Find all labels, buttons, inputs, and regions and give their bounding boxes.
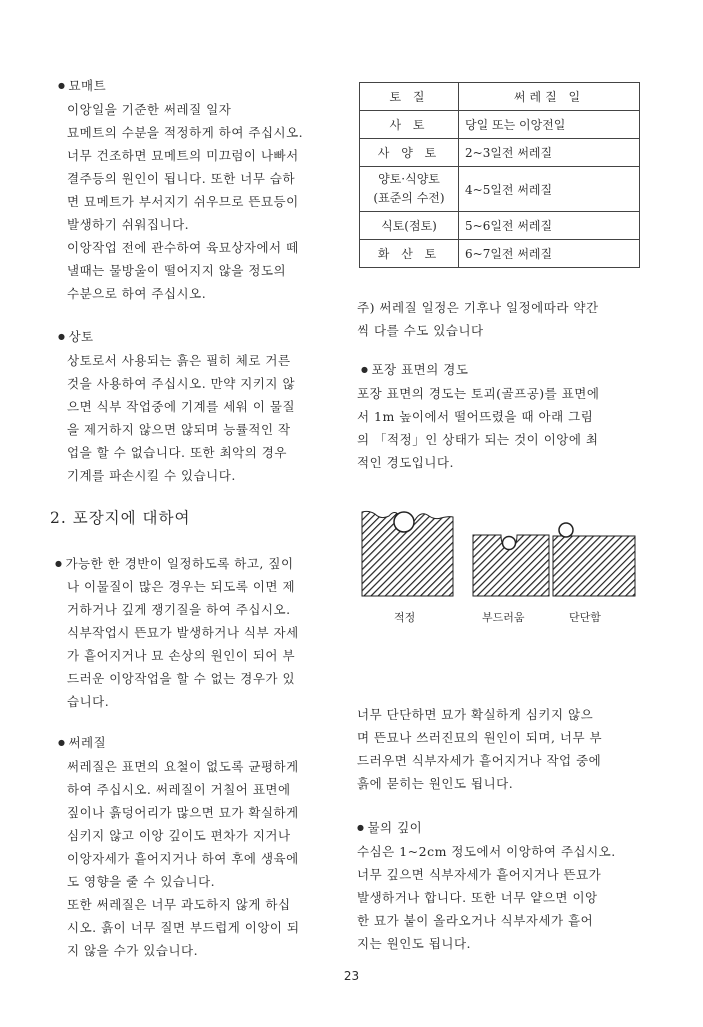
table-row bbox=[360, 212, 640, 240]
table-row bbox=[360, 167, 640, 212]
water-paragraph: 수심은 1~2cm 정도에서 이앙하여 주십시오. 너무 깊으면 식부자세가 흩어지거나 뜬묘가 발생하거나 합니다. 또한 너무 얕으면 이앙 한 묘가 붙이 올라오거나 식부자세가 흩어 지는 원인도 됩니다. bbox=[357, 844, 616, 951]
table-row bbox=[360, 240, 640, 268]
table-cell: 5~6일전 써레질 bbox=[459, 212, 640, 240]
sangto-heading: ● 상토 bbox=[58, 327, 94, 345]
myomat-heading: ● 묘매트 bbox=[58, 76, 106, 94]
soil-proper-illustration bbox=[362, 511, 453, 596]
table-note: 주) 써레질 일정은 기후나 일정에따라 약간 씩 다를 수도 있습니다 bbox=[357, 300, 599, 338]
table-row bbox=[360, 139, 640, 167]
hardness-paragraph: 포장 표면의 경도는 토괴(골프공)를 표면에 서 1m 높이에서 떨어뜨렸을 때 아래 그림 의 「적정」인 상태가 되는 것이 이앙에 최 적인 경도입니다. bbox=[357, 386, 600, 470]
sseurejil-paragraph: 써레질은 표면의 요철이 없도록 균평하게 하여 주십시오. 써레질이 거칠어 표면에 짚이나 흙덩어리가 많으면 묘가 확실하게 심키지 않고 이앙 깊이도 편차가 지거나 이앙자세가 흩어지거나 하여 후에 생육에 도 영향을 줄 수 있습니다. 또한 써레질은 너무 과도하지 않게 하십 시오. 흙이 너무 질면 부드럽게 이앙이 되 지 않을 수가 있습니다. bbox=[67, 759, 300, 958]
table-cell: 사 토 bbox=[360, 111, 459, 139]
table-cell: 6~7일전 써레질 bbox=[459, 240, 640, 268]
hardness-heading: ● 포장 표면의 경도 bbox=[361, 360, 468, 378]
table-cell: 2~3일전 써레질 bbox=[459, 139, 640, 167]
table-header-row bbox=[360, 83, 640, 111]
soil-table bbox=[359, 82, 640, 268]
page-number: 23 bbox=[343, 969, 360, 983]
table-cell: 화 산 토 bbox=[360, 240, 459, 268]
table-cell: 당일 또는 이앙전일 bbox=[459, 111, 640, 139]
soil-hardness-figure bbox=[355, 498, 655, 604]
soil-soft-illustration bbox=[473, 535, 549, 596]
gyeongban-paragraph: ● 가능한 한 경반이 일정하도록 하고, 짚이 나 이물질이 많은 경우는 되도록 이면 제 거하거나 깊게 쟁기질을 하여 주십시오. 식부작업시 뜬묘가 발생하거나 식부 자세 가 흩어지거나 묘 손상의 원인이 되어 부 드러운 이앙작업을 할 수 없는 경우가 있 습니다. bbox=[55, 552, 299, 713]
section-title: 2. 포장지에 대하여 bbox=[50, 509, 191, 527]
myomat-paragraph: 이앙일을 기준한 써레질 일자 묘메트의 수분을 적정하게 하여 주십시오. 너무 건조하면 묘메트의 미끄럼이 나빠서 결주등의 원인이 됩니다. 또한 너무 습하 면 묘메트가 부서지기 쉬우므로 뜬묘등이 발생하기 쉬워집니다. 이앙작업 전에 관수하여 육묘상자에서 떼 낼때는 물방울이 떨어지지 않을 정도의 수분으로 하여 주십시오. bbox=[67, 102, 304, 301]
figure-label-hard: 단단함 bbox=[569, 611, 601, 624]
table-row bbox=[360, 111, 640, 139]
sseurejil-heading: ● 써레질 bbox=[58, 733, 106, 751]
table-cell: 4~5일전 써레질 bbox=[459, 167, 640, 212]
table-header-cell: 토 질 bbox=[360, 83, 459, 111]
table-cell: 사 양 토 bbox=[360, 139, 459, 167]
water-heading: ● 물의 깊이 bbox=[357, 818, 422, 836]
hardness-explanation: 너무 단단하면 묘가 확실하게 심키지 않으 며 뜬묘나 쓰러진묘의 원인이 되며, 너무 부 드러우면 식부자세가 흩어지거나 작업 중에 흙에 묻히는 원인도 됩니다. bbox=[357, 707, 603, 791]
sangto-paragraph: 상토로서 사용되는 흙은 필히 체로 거른 것을 사용하여 주십시오. 만약 지키지 않 으면 식부 작업중에 기계를 세워 이 물질 을 제거하지 않으면 않되며 능률적인 작 업을 할 수 없습니다. 또한 최악의 경우 기계를 파손시킬 수 있습니다. bbox=[67, 353, 296, 483]
figure-label-proper: 적정 bbox=[394, 611, 416, 624]
figure-label-soft: 부드러움 bbox=[482, 611, 525, 624]
table-cell: 식토(점토) bbox=[360, 212, 459, 240]
table-cell: 양토·식양토 (표준의 수전) bbox=[360, 167, 459, 212]
table-header-cell: 써레질 일 bbox=[459, 83, 640, 111]
soil-hard-illustration bbox=[553, 523, 635, 596]
